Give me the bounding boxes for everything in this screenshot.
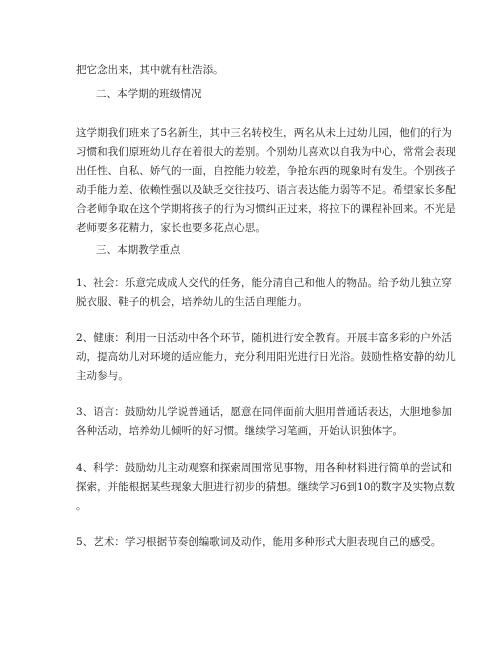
paragraph-line: 把它念出来，其中就有杜浩添。 <box>76 64 224 76</box>
paragraph-line: 4、科学：鼓励幼儿主动观察和探索周围常见事物，用各种材料进行简单的尝试和 <box>76 462 452 474</box>
section-heading: 三、本期教学重点 <box>96 244 181 256</box>
paragraph-line: 主动参与。 <box>76 370 129 382</box>
paragraph-line: 1、社会：乐意完成成人交代的任务，能分清自己和他人的物品。给予幼儿独立穿 <box>76 277 452 289</box>
paragraph-line: 探索，并能根据某些现象大胆进行初步的猜想。继续学习6到10的数字及实物点数 <box>76 481 455 493</box>
paragraph-line: 老师要多花精力，家长也要多花点心思。 <box>76 222 266 234</box>
section-heading: 二、本学期的班级情况 <box>96 88 202 100</box>
paragraph-line: 各种活动，培养幼儿倾听的好习惯。继续学习笔画，开始认识独体字。 <box>76 425 404 437</box>
paragraph-line: 合老师争取在这个学期将孩子的行为习惯纠正过来，将拉下的课程补回来。不光是 <box>76 203 456 215</box>
paragraph-line: 2、健康：利用一日活动中各个环节，随机进行安全教育。开展丰富多彩的户外活 <box>76 332 452 344</box>
paragraph-line: 。 <box>76 500 87 512</box>
paragraph-line: 动，提高幼儿对环境的适应能力，充分利用阳光进行日光浴。鼓励性格安静的幼儿 <box>76 351 456 363</box>
paragraph-line: 5、艺术：学习根据节奏创编歌词及动作，能用多种形式大胆表现自己的感受。 <box>76 536 442 548</box>
paragraph-line: 出任性、自私、娇气的一面，自控能力较差，争抢东西的现象时有发生。个别孩子 <box>76 165 456 177</box>
paragraph-line: 3、语言：鼓励幼儿学说普通话，愿意在同伴面前大胆用普通话表达，大胆地参加 <box>76 406 452 418</box>
paragraph-line: 这学期我们班来了5名新生，其中三名转校生，两名从未上过幼儿园，他们的行为 <box>76 127 452 139</box>
paragraph-line: 习惯和我们原班幼儿存在着很大的差别。个别幼儿喜欢以自我为中心，常常会表现 <box>76 146 456 158</box>
paragraph-line: 脱衣服、鞋子的机会，培养幼儿的生活自理能力。 <box>76 296 309 308</box>
paragraph-line: 动手能力差、依赖性强以及缺乏交往技巧、语言表达能力弱等不足。希望家长多配 <box>76 184 456 196</box>
